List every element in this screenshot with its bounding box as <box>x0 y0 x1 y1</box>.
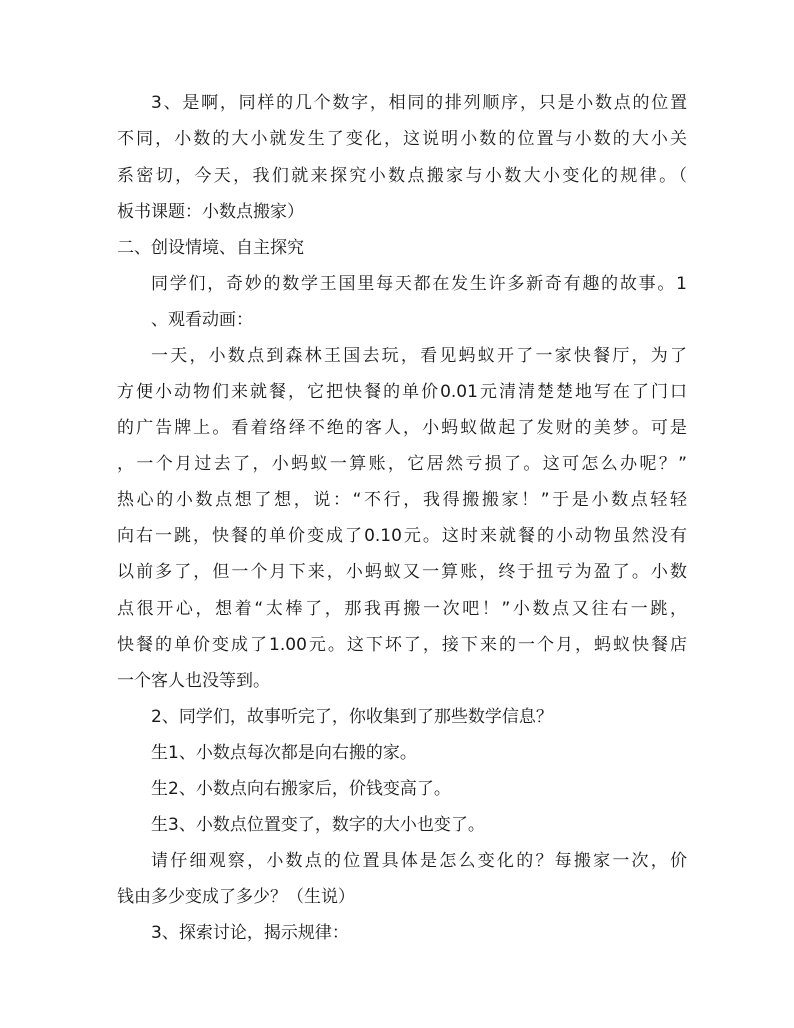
paragraph-line: 生1、小数点每次都是向右搬的家。 <box>151 743 417 763</box>
paragraph-line: 板书课题：小数点搬家） <box>117 202 304 222</box>
paragraph-line: ，一个月过去了，小蚂蚁一算账，它居然亏损了。这可怎么办呢？” <box>117 454 687 474</box>
paragraph-line: 生3、小数点位置变了，数字的大小也变了。 <box>151 815 485 835</box>
paragraph-line: 钱由多少变成了多少？（生说） <box>117 887 355 907</box>
paragraph-line: 不同，小数的大小就发生了变化，这说明小数的位置与小数的大小关 <box>117 129 687 149</box>
paragraph-line: 方便小动物们来就餐，它把快餐的单价0.01元清清楚楚地写在了门口 <box>117 382 687 402</box>
paragraph-line: 3、是啊，同样的几个数字，相同的排列顺序，只是小数点的位置 <box>151 93 687 113</box>
paragraph-line: 向右一跳，快餐的单价变成了0.10元。这时来就餐的小动物虽然没有 <box>117 526 687 546</box>
paragraph-line: 生2、小数点向右搬家后，价钱变高了。 <box>151 779 451 799</box>
paragraph-line: 一个客人也没等到。 <box>117 671 270 691</box>
section-heading: 二、创设情境、自主探究 <box>117 238 304 258</box>
paragraph-line: 快餐的单价变成了1.00元。这下坏了，接下来的一个月，蚂蚁快餐店 <box>117 635 687 655</box>
paragraph-line: 系密切，今天，我们就来探究小数点搬家与小数大小变化的规律。（ <box>117 166 687 186</box>
paragraph-line: 2、同学们，故事听完了，你收集到了那些数学信息？ <box>151 707 553 727</box>
paragraph-line: 点很开心，想着“太棒了，那我再搬一次吧！”小数点又往右一跳， <box>117 599 687 619</box>
paragraph-line: 同学们，奇妙的数学王国里每天都在发生许多新奇有趣的故事。1 <box>151 274 687 294</box>
paragraph-line: 请仔细观察，小数点的位置具体是怎么变化的？每搬家一次，价 <box>151 851 687 871</box>
paragraph-line: 热心的小数点想了想，说：“不行，我得搬搬家！”于是小数点轻轻 <box>117 490 687 510</box>
paragraph-line: 一天，小数点到森林王国去玩，看见蚂蚁开了一家快餐厅，为了 <box>151 346 687 366</box>
paragraph-line: 的广告牌上。看着络绎不绝的客人，小蚂蚁做起了发财的美梦。可是 <box>117 418 687 438</box>
paragraph-line: 3、探索讨论，揭示规律： <box>151 923 349 943</box>
paragraph-line: 、观看动画： <box>151 310 253 330</box>
paragraph-line: 以前多了，但一个月下来，小蚂蚁又一算账，终于扭亏为盈了。小数 <box>117 562 687 582</box>
